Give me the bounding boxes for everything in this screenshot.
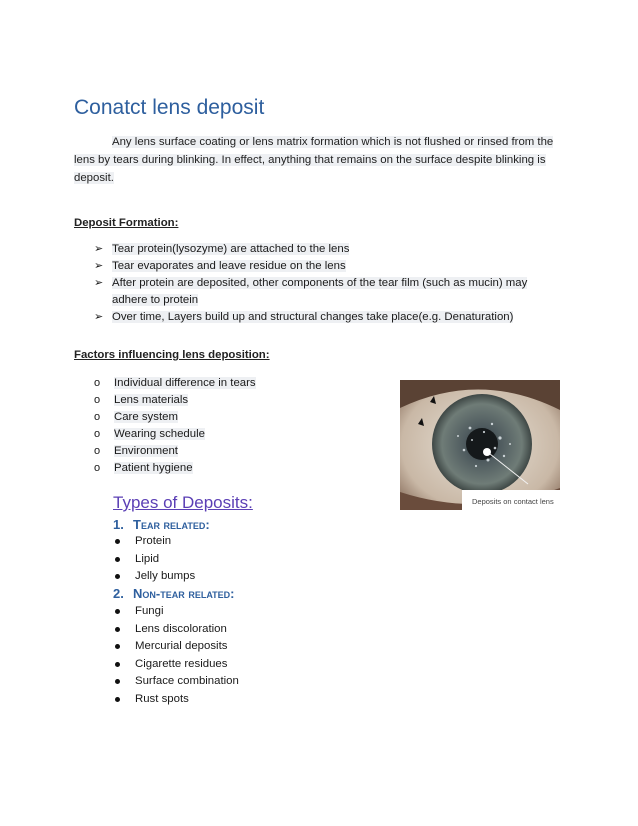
list-item: ➢ Over time, Layers build up and structural changes take place(e.g. Denaturation): [94, 309, 554, 326]
list-item: Rust spots: [113, 691, 239, 709]
bullet-icon: [115, 627, 120, 632]
list-item: o Patient hygiene: [94, 460, 256, 477]
circle-bullet-icon: o: [94, 445, 101, 457]
list-item: Mercurial deposits: [113, 638, 239, 656]
circle-bullet-icon: o: [94, 462, 101, 474]
list-item: Lens discoloration: [113, 621, 239, 639]
list-item: o Wearing schedule: [94, 426, 256, 443]
arrow-bullet-icon: ➢: [94, 260, 104, 272]
non-tear-related-list: [113, 603, 239, 708]
bullet-icon: [115, 697, 120, 702]
bullet-icon: [115, 662, 120, 667]
list-item: o Individual difference in tears: [94, 375, 256, 392]
deposit-formation-heading: Deposit Formation:: [74, 217, 179, 229]
list-item: ➢ After protein are deposited, other components of the tear film (such as mucin) may adhere to protein: [94, 277, 528, 306]
group-heading: 2. Non-tear related:: [113, 586, 235, 601]
eye-deposit-photo: [400, 380, 560, 510]
types-title: Types of Deposits:: [113, 493, 253, 512]
intro-paragraph: Any lens surface coating or lens matrix formation which is not flushed or rinsed from the lens by tears during blinking. In effect, anything that remains on the surface despite blinking is deposit.: [74, 136, 554, 184]
list-item: Protein: [113, 533, 195, 551]
arrow-bullet-icon: ➢: [94, 277, 104, 289]
bullet-icon: [115, 644, 120, 649]
list-item: o Environment: [94, 443, 256, 460]
bullet-icon: [115, 574, 120, 579]
bullet-icon: [115, 557, 120, 562]
circle-bullet-icon: o: [94, 411, 101, 423]
list-item: ➢ Tear protein(lysozyme) are attached to the lens: [94, 241, 554, 258]
circle-bullet-icon: o: [94, 394, 101, 406]
bullet-icon: [115, 609, 120, 614]
figure-caption: Deposits on contact lens: [472, 497, 554, 506]
factors-heading: Factors influencing lens deposition:: [74, 349, 270, 361]
bullet-icon: [115, 679, 120, 684]
circle-bullet-icon: o: [94, 428, 101, 440]
list-item: o Care system: [94, 409, 256, 426]
list-item: Fungi: [113, 603, 239, 621]
list-item: ➢ Tear evaporates and leave residue on the lens: [94, 258, 554, 275]
bullet-icon: [115, 539, 120, 544]
list-item: Surface combination: [113, 673, 239, 691]
page-title: Conatct lens deposit: [74, 96, 265, 119]
list-item: Lipid: [113, 551, 195, 569]
arrow-bullet-icon: ➢: [94, 311, 104, 323]
eye-image: [400, 380, 560, 510]
list-item: Jelly bumps: [113, 568, 195, 586]
deposit-formation-list: [94, 241, 554, 326]
circle-bullet-icon: o: [94, 377, 101, 389]
list-item: o Lens materials: [94, 392, 256, 409]
arrow-bullet-icon: ➢: [94, 243, 104, 255]
factors-list: [94, 375, 256, 477]
tear-related-list: [113, 533, 195, 586]
list-item: Cigarette residues: [113, 656, 239, 674]
group-heading: 1. Tear related:: [113, 517, 210, 532]
